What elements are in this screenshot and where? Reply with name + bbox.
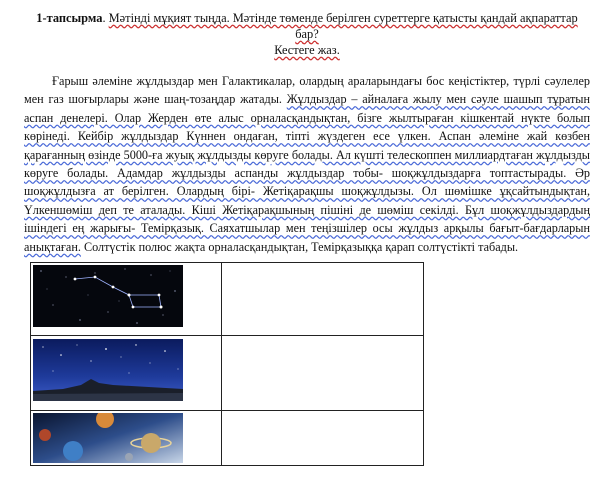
task-label: 1-тапсырма	[36, 11, 103, 25]
passage-part-1: Ғарыш әлеміне жұлдыздар мен Галактикалар, олардың араларындағы бос кеңістіктер, түрлі сәулелер мен газ шоғырлары және шаң-тозаңдар жатады.	[24, 74, 590, 107]
answer-cell[interactable]	[222, 411, 424, 466]
passage-part-3: Солтүстік полюс жақта орналасқандықтан, Темірқазыққа қарап солтүстікті табады.	[80, 239, 519, 254]
planet-red	[39, 429, 51, 441]
planets-image	[31, 411, 221, 463]
image-cell	[31, 263, 222, 336]
table-row	[31, 263, 424, 336]
table-row	[31, 411, 424, 466]
task-instruction-line1: Мәтінді мұқият тыңда. Мәтінде төменде берілген суреттерге қатысты қандай ақпараттар бар?	[108, 11, 578, 41]
answer-cell[interactable]	[222, 336, 424, 411]
image-cell	[31, 411, 222, 466]
image-cell	[31, 336, 222, 411]
planet-saturn	[141, 433, 161, 453]
document-page	[24, 10, 590, 256]
constellation-image	[31, 263, 221, 327]
passage-part-2: Жұлдыздар – айналаға жылу мен сәуле шашып тұратын аспан денелері. Олар Жерден өте алыс орналасқандықтан, бізге жылтыраған кішкентай нүкте болып көрінеді. Кейбір жұлдыздар Күннен ондаған, тіпті жүздеген есе үлкен. Аспан әлеміне жай көзбен қарағанның өзінде 5000-ға жуық жұлдызды көруге болады. Ал күшті телескоппен миллиардтаған жұлдызды көруге болады. Адамдар жұлдызды аспанды жұлдыздар тобы- шоқжұлдыздарға топтастырады. Әр шоқжұлдызға ат берілген. Олардың бірі- Жетіқарақшы шоқжұлдызы. Ол шөмішке ұқсайтындықтан, Үлкеншөміш деп те аталады. Кіші Жетіқарақшының пішіні де шөміш секілді. Бұл шоқжұлдыздардың ішіндегі ең жарығы- Темірқазық. Саяхатшылар мен теңізшілер осы жұлдыз арқылы бағыт-бағдарларын анықтаған.	[24, 92, 590, 254]
planet-blue	[63, 441, 83, 461]
task-instruction-line2: Кестеге жаз.	[274, 43, 340, 57]
planet-small	[125, 453, 133, 461]
task-title: 1-тапсырма. Мәтінді мұқият тыңда. Мәтінде төменде берілген суреттерге қатысты қандай ақпараттар бар? Кестеге жаз.	[36, 11, 578, 57]
passage-text	[24, 72, 590, 256]
answer-table	[30, 262, 424, 466]
table-row	[31, 336, 424, 411]
night-sky-image	[31, 336, 221, 401]
answer-cell[interactable]	[222, 263, 424, 336]
